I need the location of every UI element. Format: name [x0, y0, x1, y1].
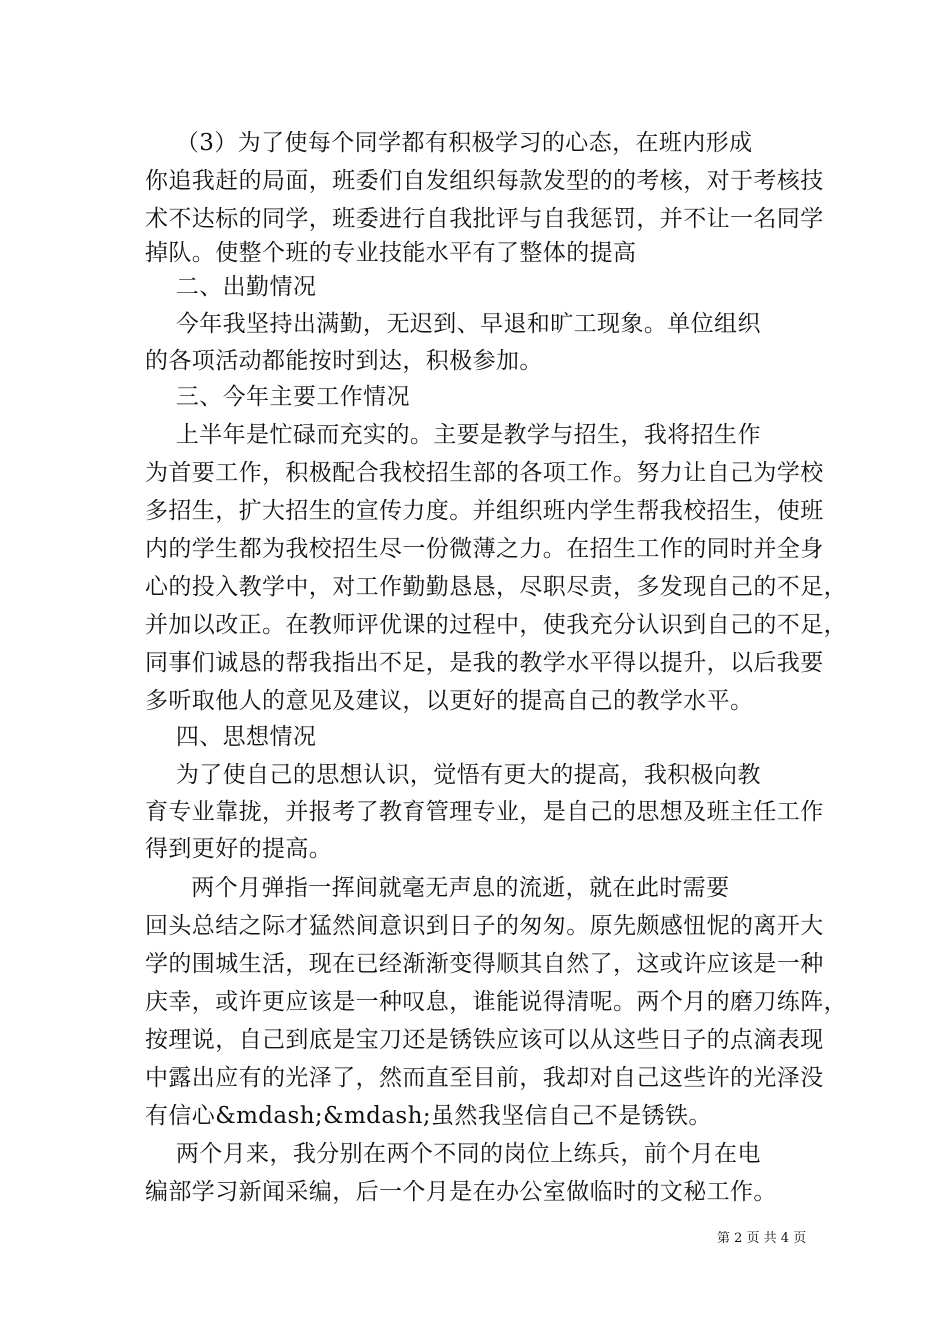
text-line: 多听取他人的意见及建议，以更好的提高自己的教学水平。	[145, 688, 754, 714]
text-line: 编部学习新闻采编，后一个月是在办公室做临时的文秘工作。	[145, 1179, 777, 1205]
text-line: 内的学生都为我校招生尽一份微薄之力。在招生工作的同时并全身	[145, 536, 824, 562]
text-line: 育专业靠拢，并报考了教育管理专业，是自己的思想及班主任工作	[145, 799, 824, 825]
text-line: 同事们诚恳的帮我指出不足，是我的教学水平得以提升，以后我要	[145, 650, 824, 676]
text-line: 得到更好的提高。	[145, 836, 333, 862]
text-line: 今年我坚持出满勤，无迟到、早退和旷工现象。单位组织	[145, 311, 761, 337]
text-line: 并加以改正。在教师评优课的过程中，使我充分认识到自己的不足，	[145, 612, 847, 638]
section-heading: 四、思想情况	[145, 724, 317, 750]
text-line: 庆幸，或许更应该是一种叹息，谁能说得清呢。两个月的磨刀练阵，	[145, 989, 847, 1015]
text-line: 为了使自己的思想认识，觉悟有更大的提高，我积极向教	[145, 762, 761, 788]
section-heading: 三、今年主要工作情况	[145, 384, 410, 410]
page-number-footer: 第 2 页 共 4 页	[717, 1231, 807, 1246]
text-line: 中露出应有的光泽了，然而直至目前，我却对自己这些许的光泽没	[145, 1065, 824, 1091]
section-heading: 二、出勤情况	[145, 274, 317, 300]
text-line: 多招生，扩大招生的宣传力度。并组织班内学生帮我校招生，使班	[145, 498, 824, 524]
text-line: （3）为了使每个同学都有积极学习的心态，在班内形成	[145, 130, 753, 156]
text-line: 学的围城生活，现在已经渐渐变得顺其自然了，这或许应该是一种	[145, 951, 824, 977]
text-line: 术不达标的同学，班委进行自我批评与自我惩罚，并不让一名同学	[145, 206, 824, 232]
text-line: 按理说，自己到底是宝刀还是锈铁应该可以从这些日子的点滴表现	[145, 1027, 824, 1053]
text-line: 两个月弹指一挥间就毫无声息的流逝，就在此时需要	[145, 875, 730, 901]
text-line: 心的投入教学中，对工作勤勤恳恳，尽职尽责，多发现自己的不足，	[145, 574, 847, 600]
text-line: 两个月来，我分别在两个不同的岗位上练兵，前个月在电	[145, 1141, 761, 1167]
text-line: 回头总结之际才猛然间意识到日子的匆匆。原先颇感忸怩的离开大	[145, 913, 824, 939]
text-line: 掉队。使整个班的专业技能水平有了整体的提高	[145, 240, 637, 266]
text-line: 为首要工作，积极配合我校招生部的各项工作。努力让自己为学校	[145, 460, 824, 486]
text-line: 有信心&mdash;&mdash;虽然我坚信自己不是锈铁。	[145, 1103, 712, 1129]
text-line: 的各项活动都能按时到达，积极参加。	[145, 348, 543, 374]
text-line: 上半年是忙碌而充实的。主要是教学与招生，我将招生作	[145, 422, 761, 448]
text-line: 你追我赶的局面，班委们自发组织每款发型的的考核，对于考核技	[145, 168, 824, 194]
